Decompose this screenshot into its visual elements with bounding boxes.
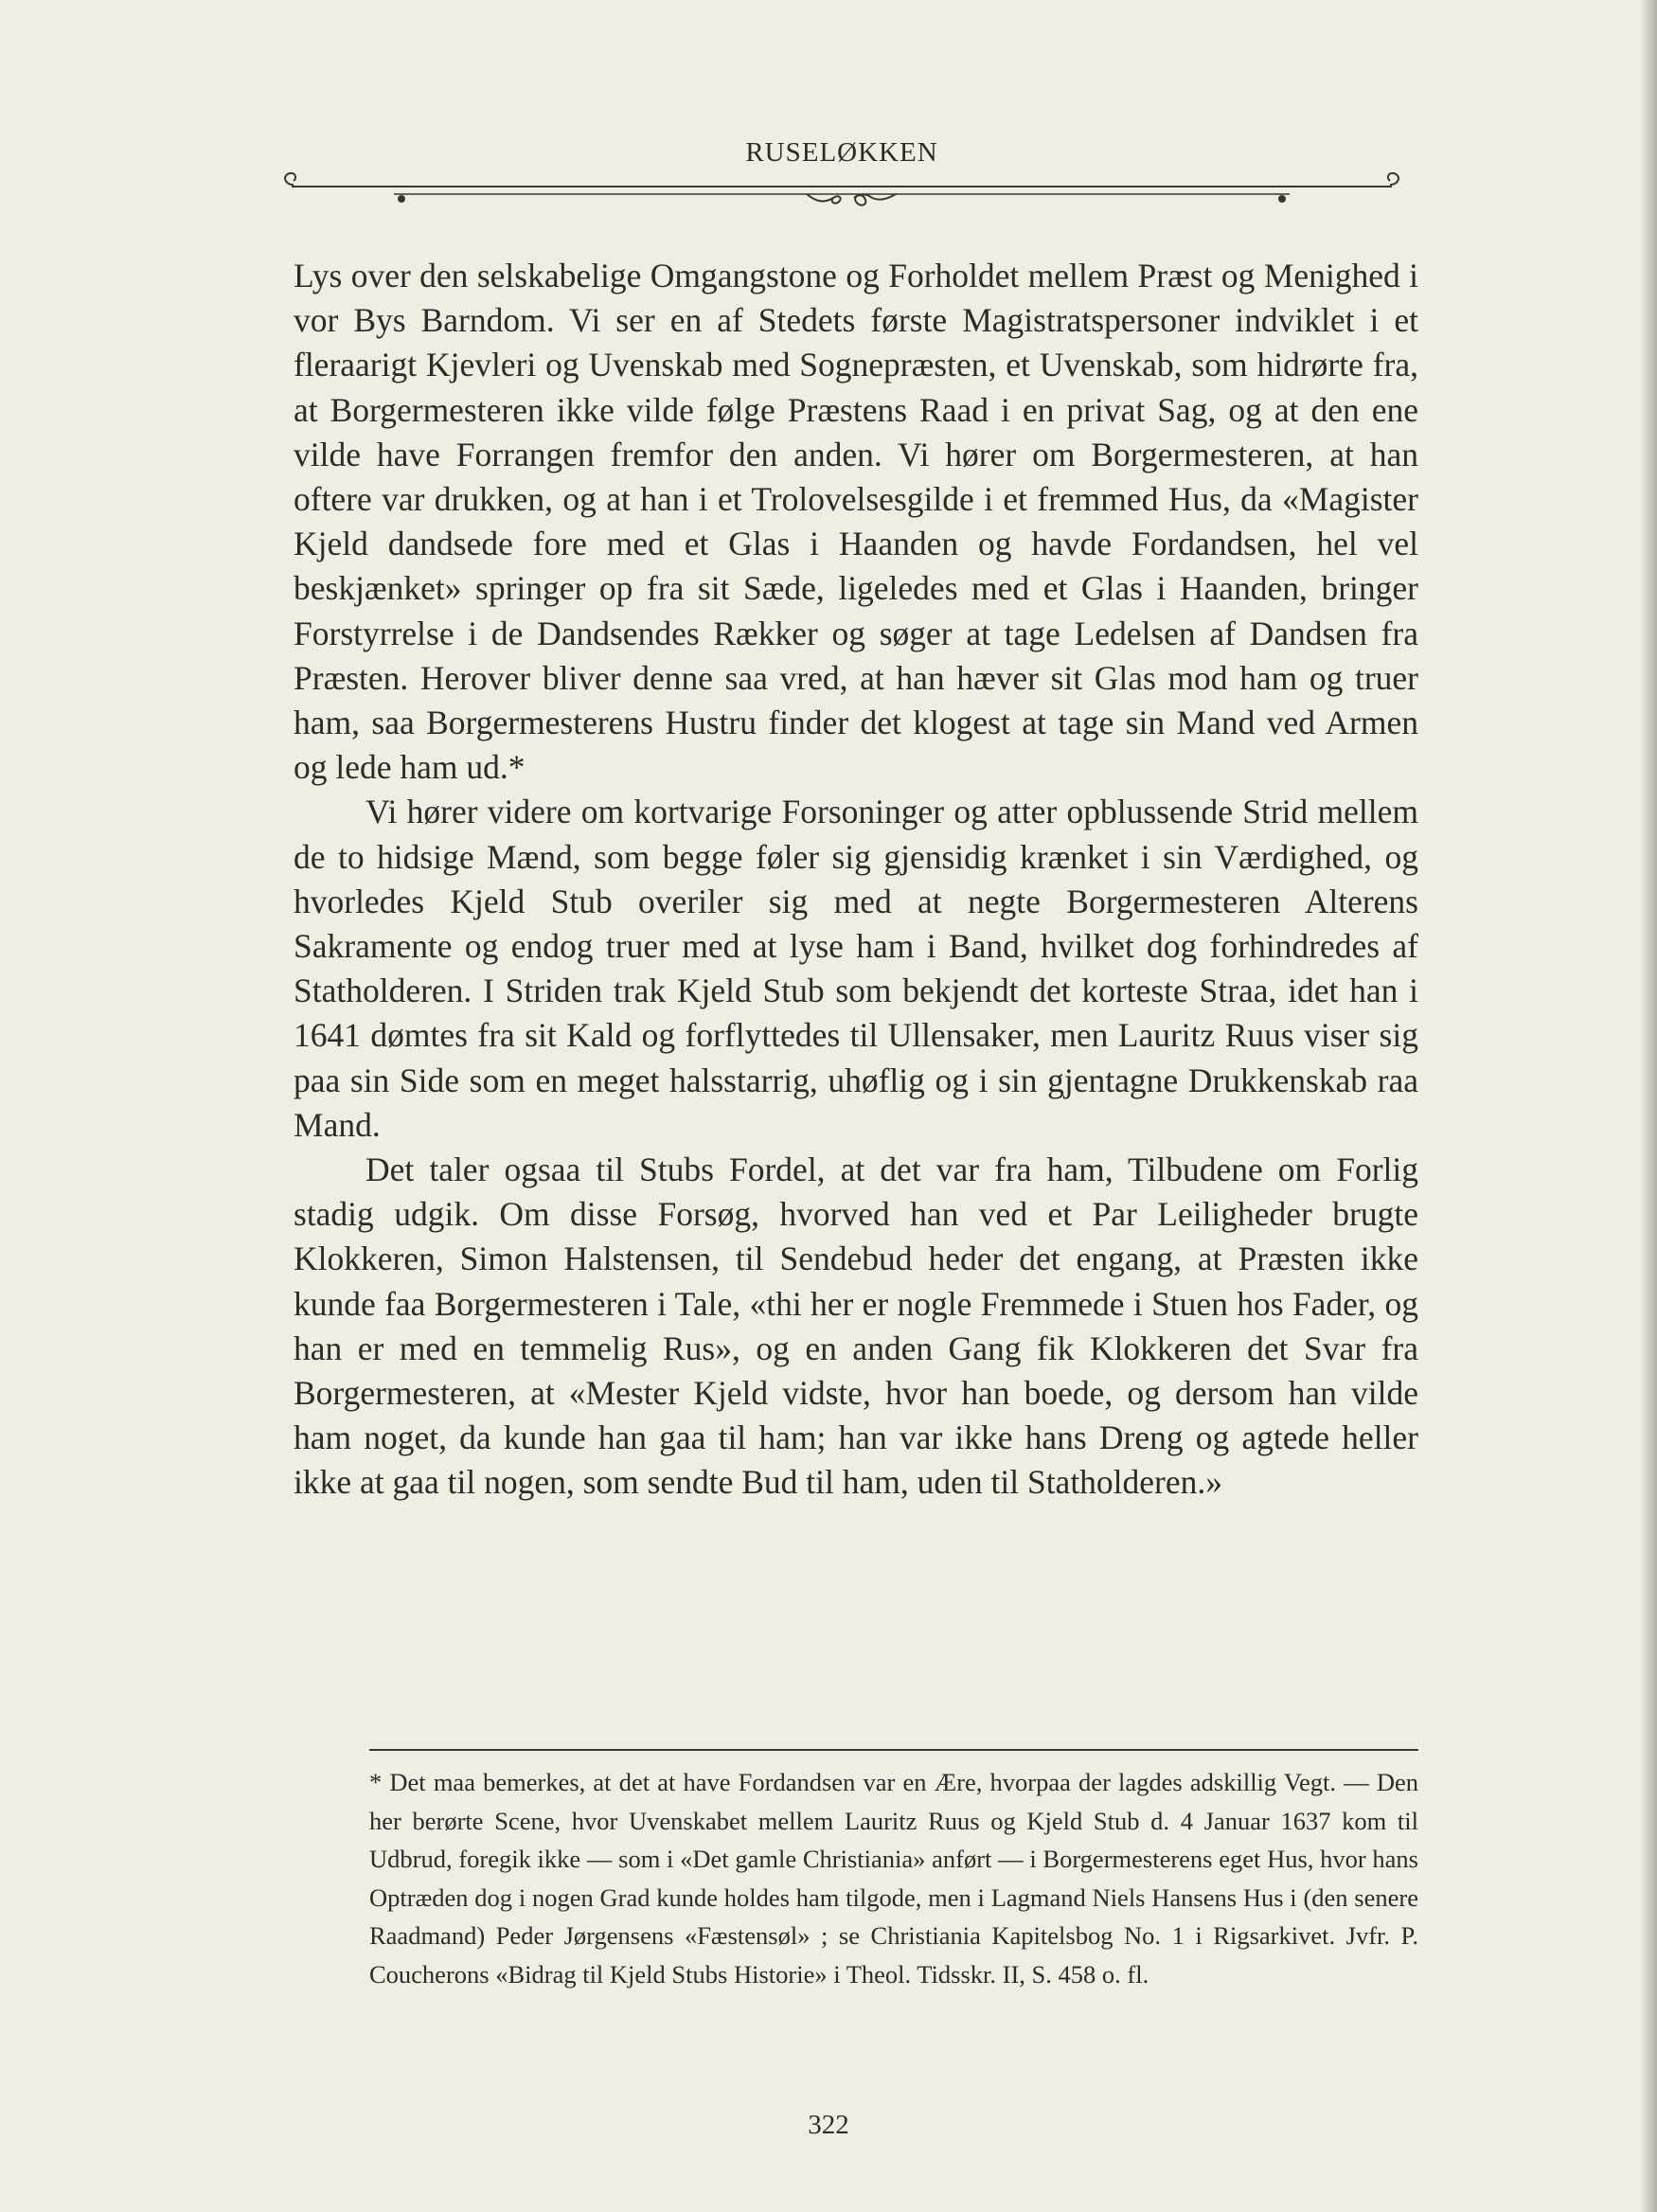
footnotes [369,1763,1418,1993]
paragraph-3: Det taler ogsaa til Stubs Fordel, at det var fra ham, Tilbudene om Forlig stadig udgik. Om disse Forsøg, hvorved han ved et Par Leiligheder brugte Klokkeren, Simon Halstensen, til Sendebud heder det engang, at Præsten ikke kunde faa Borgermesteren i Tale, «thi her er nogle Fremmede i Stuen hos Fader, og han er med en temmelig Rus», og en anden Gang fik Klokkeren det Svar fra Borgermesteren, at «Mester Kjeld vidste, hvor han boede, og dersom han vilde ham noget, da kunde han gaa til ham; han var ikke hans Dreng og agtede heller ikke at gaa til nogen, som sendte Bud til ham, uden til Statholderen.» [294,1151,1418,1502]
page-header [280,137,1403,213]
paragraph-1: Lys over den selskabelige Omgangstone og Forholdet mellem Præst og Menighed i vor Bys Barndom. Vi ser en af Stedets første Magistratspersoner indviklet i et fleraarigt Kjevleri og Uvenskab med Sognepræsten, et Uvenskab, som hidrørte fra, at Borgermesteren ikke vilde følge Præstens Raad i en privat Sag, og at den ene vilde have Forrangen fremfor den anden. Vi hører om Borgermesteren, at han oftere var drukken, og at han i et Trolovelsesgilde i et fremmed Hus, da «Magister Kjeld dandsede fore med et Glas i Haanden og havde Fordandsen, hel vel beskjænket» springer op fra sit Sæde, ligeledes med et Glas i Haanden, bringer Forstyrrelse i de Dandsendes Rækker og søger at tage Ledelsen af Dandsen fra Præsten. Herover bliver denne saa vred, at han hæver sit Glas mod ham og truer ham, saa Borgermesterens Hustru finder det klogest at tage sin Mand ved Armen og lede ham ud.* [294,257,1418,787]
footnote-divider [369,1749,1418,1751]
running-title: RUSELØKKEN [745,137,938,168]
header-ornament-rule [280,169,1403,211]
paragraph-2: Vi hører videre om kortvarige Forsoninger og atter opblussende Strid mellem de to hidsige Mænd, som begge føler sig gjensidig krænket i sin Værdighed, og hvorledes Kjeld Stub overiler sig med at negte Borgermesteren Alterens Sakramente og endog truer med at lyse ham i Band, hvilket dog forhindredes af Statholderen. I Striden trak Kjeld Stub som bekjendt det korteste Straa, idet han i 1641 dømtes fra sit Kald og forflyttedes til Ullensaker, men Lauritz Ruus viser sig paa sin Side som en meget halsstarrig, uhøflig og i sin gjentagne Drukkenskab raa Mand. [294,793,1418,1144]
footnote-1: * Det maa bemerkes, at det at have Fordandsen var en Ære, hvorpaa der lagdes adskillig Vegt. — Den her berørte Scene, hvor Uvenskabet mellem Lauritz Ruus og Kjeld Stub d. 4 Januar 1637 kom til Udbrud, foregik ikke — som i «Det gamle Christiania» anført — i Borgermesterens eget Hus, hvor hans Optræden dog i nogen Grad kunde holdes ham tilgode, men i Lagmand Niels Hansens Hus i (den senere Raadmand) Peder Jørgensens «Fæstensøl» ; se Christiania Kapitelsbog No. 1 i Rigsarkivet. Jvfr. P. Coucherons «Bidrag til Kjeld Stubs Historie» i Theol. Tidsskr. II, S. 458 o. fl. [369,1768,1418,1989]
page-edge-shadow [1640,0,1657,2212]
page-number: 322 [808,2110,849,2140]
body-text [294,254,1418,1506]
